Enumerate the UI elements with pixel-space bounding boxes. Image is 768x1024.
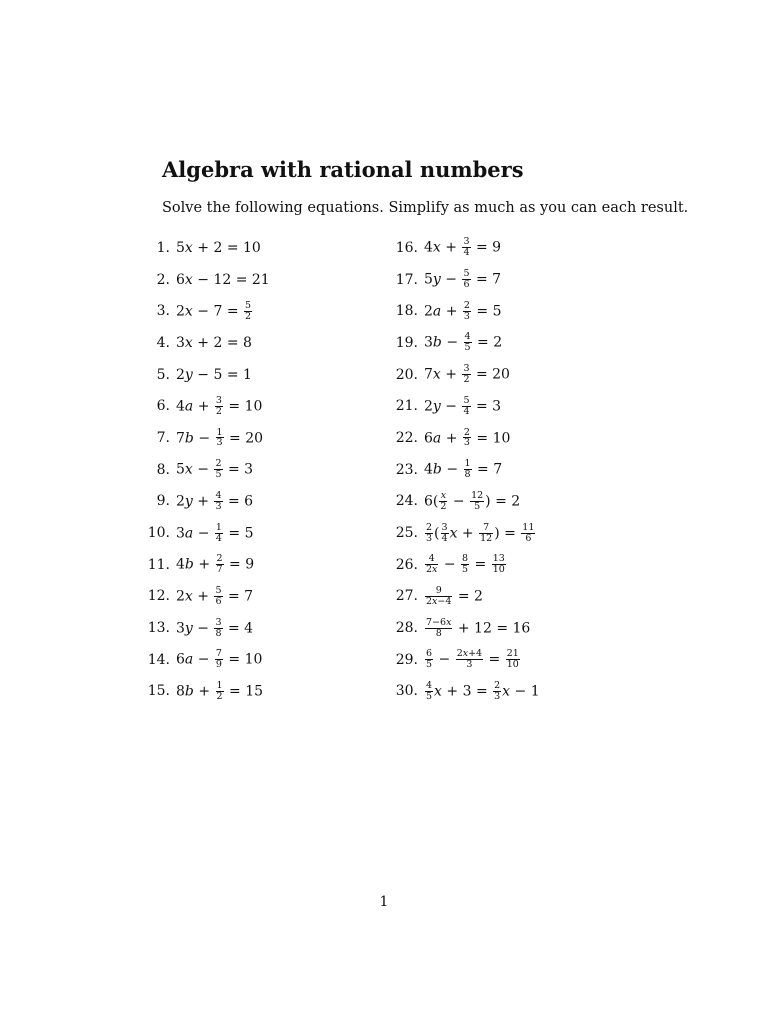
problem-item	[140, 390, 390, 422]
problem-number: 1.	[156, 239, 170, 256]
problem-number: 4.	[156, 334, 170, 351]
problem-item	[140, 549, 390, 581]
problem-item	[140, 644, 390, 676]
problem-number: 11.	[147, 556, 170, 573]
problem-item	[388, 232, 638, 264]
problem-number: 19.	[395, 334, 418, 351]
problem-item	[388, 581, 638, 613]
problem-item	[388, 295, 638, 327]
problem-equation: 6x − 12 = 21	[176, 271, 270, 288]
problem-equation: 5x − $\frac{2}{5}$ = 3	[176, 458, 254, 481]
problem-equation: 8b + $\frac{1}{2}$ = 15	[176, 680, 264, 702]
problem-equation: 4b + $\frac{2}{7}$ = 9	[176, 553, 255, 576]
problem-item	[140, 422, 390, 454]
problem-equation: 3y − $\frac{3}{8}$ = 4	[176, 616, 254, 639]
problem-equation: $\frac{4}{2x}$ − $\frac{8}{5}$ = $\frac{13}{10}$	[426, 553, 505, 576]
problem-number: 22.	[395, 429, 418, 446]
problem-item	[388, 549, 638, 581]
problem-item	[388, 359, 638, 391]
problem-item	[388, 676, 638, 708]
problem-item	[140, 295, 390, 327]
problem-number: 7.	[156, 429, 170, 446]
problem-equation: 4a + $\frac{3}{2}$ = 10	[176, 394, 263, 417]
problem-item	[140, 264, 390, 296]
problem-item	[140, 612, 390, 644]
problem-equation: 7x + $\frac{3}{2}$ = 20	[424, 363, 510, 386]
problem-equation: 2y + $\frac{4}{3}$ = 6	[176, 489, 254, 512]
problem-item	[388, 390, 638, 422]
problem-equation: 6a − $\frac{7}{9}$ = 10	[176, 648, 263, 671]
problem-number: 9.	[156, 493, 170, 510]
problem-item	[140, 232, 390, 264]
problem-item	[140, 581, 390, 613]
problem-equation: 5y − $\frac{5}{6}$ = 7	[424, 268, 502, 291]
problem-item	[140, 359, 390, 391]
problem-number: 15.	[147, 683, 170, 700]
instructions: Solve the following equations. Simplify as much as you can each result.	[162, 200, 689, 216]
problem-item	[140, 517, 390, 549]
problem-number: 5.	[156, 366, 170, 383]
problem-equation: 4x + $\frac{3}{4}$ = 9	[424, 236, 502, 259]
problem-number: 24.	[395, 493, 418, 510]
problem-number: 18.	[395, 303, 418, 320]
problem-equation: 5x + 2 = 10	[176, 239, 261, 256]
problem-number: 29.	[395, 651, 418, 668]
problem-item	[140, 327, 390, 359]
problem-equation: 3x + 2 = 8	[176, 334, 252, 351]
problem-item	[388, 612, 638, 644]
problem-item	[388, 517, 638, 549]
problem-item	[388, 327, 638, 359]
page-number: 1	[379, 894, 389, 910]
problem-equation: 2y − 5 = 1	[176, 366, 252, 383]
problem-item	[140, 676, 390, 708]
problem-number: 16.	[395, 239, 418, 256]
problem-number: 13.	[147, 620, 170, 637]
problem-number: 20.	[395, 366, 418, 383]
problem-number: 6.	[156, 398, 170, 415]
problem-equation: $\frac{4}{5}$ x + 3 = $\frac{2}{3}$ x − 1	[426, 680, 540, 702]
problem-equation: 2x + $\frac{5}{6}$ = 7	[176, 584, 254, 607]
problem-item	[388, 486, 638, 518]
problem-item	[140, 486, 390, 518]
problem-item	[388, 644, 638, 676]
problem-number: 10.	[147, 525, 170, 542]
problem-number: 21.	[395, 398, 418, 415]
problem-equation: 3b − $\frac{4}{5}$ = 2	[424, 331, 503, 354]
problem-column-left	[140, 232, 390, 707]
problem-equation: 7b − $\frac{1}{3}$ = 20	[176, 426, 264, 449]
page-title: Algebra with rational numbers	[162, 157, 524, 182]
problem-number: 25.	[395, 525, 418, 542]
problem-number: 2.	[156, 271, 170, 288]
problem-equation: $\frac{6}{5}$ − $\frac{2x+4}{3}$ = $\frac{21}{10}$	[426, 648, 519, 671]
problem-item	[140, 454, 390, 486]
problem-number: 8.	[156, 461, 170, 478]
problem-equation: 6( $\frac{x}{2}$ − $\frac{12}{5}$ ) = 2	[424, 489, 521, 512]
problem-equation: 2y − $\frac{5}{4}$ = 3	[424, 394, 502, 417]
problem-equation: 2x − 7 = $\frac{5}{2}$	[176, 299, 252, 322]
problem-item	[388, 454, 638, 486]
problem-equation: 4b − $\frac{1}{8}$ = 7	[424, 458, 503, 481]
problem-number: 27.	[395, 588, 418, 605]
problem-item	[388, 422, 638, 454]
problem-number: 30.	[395, 683, 418, 700]
problem-number: 26.	[395, 556, 418, 573]
problem-equation: 6a + $\frac{2}{3}$ = 10	[424, 426, 511, 449]
problem-number: 12.	[147, 588, 170, 605]
problem-equation: $\frac{7-6x}{8}$ + 12 = 16	[426, 616, 531, 639]
problem-equation: 2a + $\frac{2}{3}$ = 5	[424, 299, 502, 322]
problem-number: 17.	[395, 271, 418, 288]
problem-equation: 3a − $\frac{1}{4}$ = 5	[176, 521, 254, 544]
problem-item	[388, 264, 638, 296]
problem-equation: $\frac{2}{3}$ ( $\frac{3}{4}$ x + $\frac{7}{12}$ ) = $\frac{11}{6}$	[426, 521, 535, 544]
problem-number: 23.	[395, 461, 418, 478]
problem-number: 28.	[395, 620, 418, 637]
problem-number: 3.	[156, 303, 170, 320]
problem-number: 14.	[147, 651, 170, 668]
problem-column-right	[388, 232, 638, 707]
problem-equation: $\frac{9}{2x-4}$ = 2	[426, 584, 483, 607]
